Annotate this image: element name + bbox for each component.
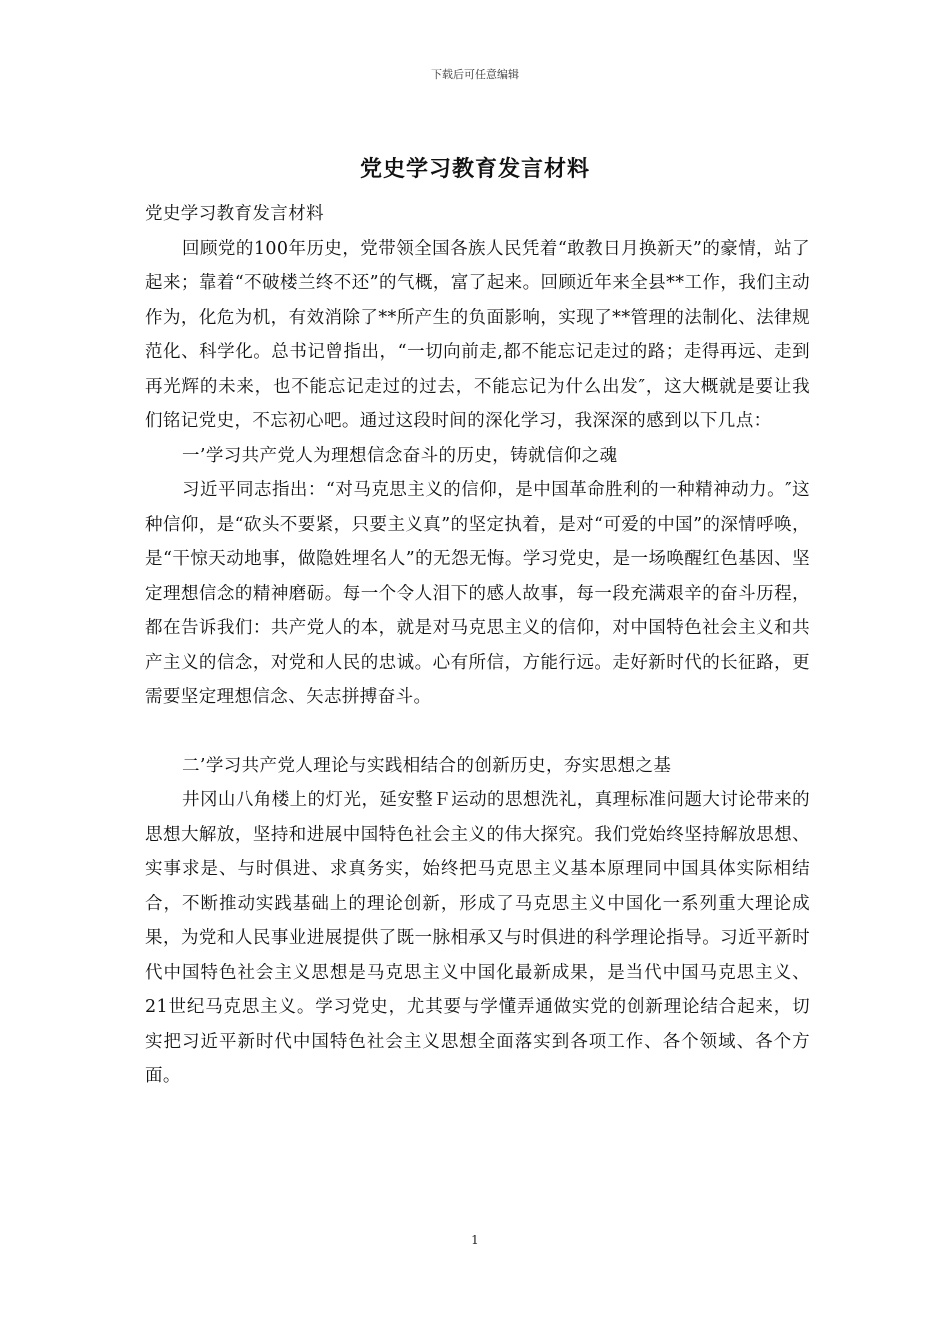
paragraph-section-2: 井冈山八角楼上的灯光，延安整Ｆ运动的思想洗礼，真理标准问题大讨论带来的思想大解放，坚持和进展中国特色社会主义的伟大探究。我们党始终坚持解放思想、实事求是、与时俱进、求真务实，始终把马克思主义基本原理同中国具体实际相结合，不断推动实践基础上的理论创新，形成了马克思主义中国化一系列重大理论成果，为党和人民事业进展提供了既一脉相承又与时俱进的科学理论指导。习近平新时代中国特色社会主义思想是马克思主义中国化最新成果，是当代中国马克思主义、21世纪马克思主义。学习党史，尤其要与学懂弄通做实党的创新理论结合起来，切实把习近平新时代中国特色社会主义思想全面落实到各项工作、各个领域、各个方面。 [145, 790, 810, 1086]
document-body [145, 197, 810, 1094]
section-heading-1: 一’学习共产党人为理想信念奋斗的历史，铸就信仰之魂 [182, 445, 618, 466]
document-subtitle: 党史学习教育发言材料 [145, 204, 324, 224]
paragraph-intro: 回顾党的100年历史，党带领全国各族人民凭着“敢教日月换新天”的豪情，站了起来；靠着“不破楼兰终不还”的气概，富了起来。回顾近年来全县**工作，我们主动作为，化危为机，有效消除了**所产生的负面影响，实现了**管理的法制化、法律规范化、科学化。总书记曾指出，“一切向前走,都不能忘记走过的路；走得再远、走到再光辉的未来，也不能忘记走过的过去，不能忘记为什么出发″，这大概就是要让我们铭记党史，不忘初心吧。通过这段时间的深化学习，我深深的感到以下几点： [145, 238, 810, 431]
document-title: 党史学习教育发言材料 [359, 156, 590, 182]
header-note: 下载后可任意编辑 [431, 68, 519, 81]
page-number: 1 [471, 1233, 479, 1247]
paragraph-section-1: 习近平同志指出：“对马克思主义的信仰，是中国革命胜利的一种精神动力。″这种信仰，是“砍头不要紧，只要主义真”的坚定执着，是对“可爱的中国”的深情呼唤，是“干惊天动地事，做隐姓埋名人”的无怨无悔。学习党史，是一场唤醒红色基因、坚定理想信念的精神磨砺。每一个令人泪下的感人故事，每一段充满艰辛的奋斗历程，都在告诉我们：共产党人的本，就是对马克思主义的信仰，对中国特色社会主义和共产主义的信念，对党和人民的忠诚。心有所信，方能行远。走好新时代的长征路，更需要坚定理想信念、矢志拼搏奋斗。 [145, 480, 810, 707]
section-heading-2: 二’学习共产党人理论与实践相结合的创新历史，夯实思想之基 [182, 755, 672, 776]
